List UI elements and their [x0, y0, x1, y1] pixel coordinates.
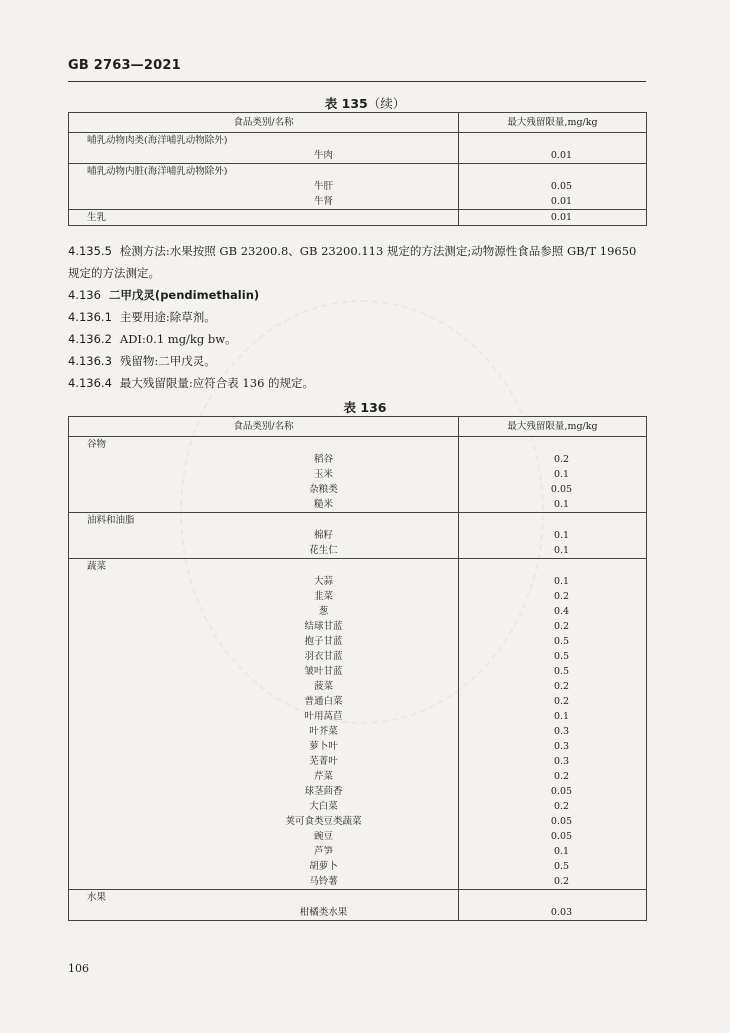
food-name: 花生仁	[309, 545, 338, 556]
clause-paragraph	[68, 350, 646, 372]
mrl-value: 0.5	[459, 859, 647, 874]
table-row	[69, 649, 647, 664]
clause-text: 最大残留限量:应符合表 136 的规定。	[119, 376, 315, 390]
standard-number: GB 2763—2021	[68, 58, 181, 73]
food-name: 叶用莴苣	[304, 711, 343, 722]
mrl-value: 0.1	[459, 543, 647, 559]
table-row	[69, 482, 647, 497]
clause-text: 残留物:二甲戊灵。	[119, 354, 216, 368]
mrl-value: 0.05	[459, 482, 647, 497]
category-row	[69, 133, 647, 149]
food-name: 牛肉	[313, 150, 333, 161]
mrl-value: 0.2	[459, 799, 647, 814]
category-row	[69, 210, 647, 226]
table-135	[68, 112, 647, 226]
table-row	[69, 829, 647, 844]
category-name: 哺乳动物肉类(海洋哺乳动物除外)	[87, 135, 228, 146]
mrl-value: 0.05	[459, 829, 647, 844]
table-row	[69, 799, 647, 814]
table-row	[69, 634, 647, 649]
mrl-value: 0.2	[459, 452, 647, 467]
food-name: 萝卜叶	[309, 741, 338, 752]
category-value	[459, 164, 647, 180]
table-row	[69, 694, 647, 709]
table-row	[69, 814, 647, 829]
table-row	[69, 709, 647, 724]
mrl-value: 0.5	[459, 649, 647, 664]
category-name: 蔬菜	[69, 559, 459, 575]
table-row	[69, 664, 647, 679]
mrl-value: 0.1	[459, 467, 647, 482]
food-name: 稻谷	[313, 454, 333, 465]
food-name: 芹菜	[313, 771, 333, 782]
clause-number: 4.136.1	[68, 310, 112, 324]
food-name: 豌豆	[313, 831, 333, 842]
food-name: 胡萝卜	[309, 861, 338, 872]
mrl-value: 0.03	[459, 905, 647, 921]
table-row	[69, 452, 647, 467]
table-row	[69, 467, 647, 482]
page-number: 106	[68, 962, 89, 975]
food-name: 叶芥菜	[309, 726, 338, 737]
table-row	[69, 574, 647, 589]
mrl-value: 0.3	[459, 724, 647, 739]
table-row	[69, 528, 647, 543]
food-name: 菠菜	[313, 681, 333, 692]
mrl-value: 0.1	[459, 709, 647, 724]
column-header-mrl: 最大残留限量,mg/kg	[459, 417, 647, 437]
category-value	[459, 513, 647, 529]
mrl-value: 0.05	[459, 814, 647, 829]
food-name: 荚可食类豆类蔬菜	[285, 816, 362, 827]
mrl-value: 0.3	[459, 754, 647, 769]
food-name: 牛肝	[313, 181, 333, 192]
mrl-value: 0.1	[459, 574, 647, 589]
food-name: 牛肾	[313, 196, 333, 207]
food-name: 玉米	[313, 469, 333, 480]
food-name: 普通白菜	[304, 696, 343, 707]
category-value	[459, 437, 647, 453]
table-row	[69, 679, 647, 694]
category-value	[459, 890, 647, 906]
category-value	[459, 133, 647, 149]
table-row	[69, 859, 647, 874]
food-name: 葱	[318, 606, 329, 617]
category-row	[69, 890, 647, 906]
mrl-value: 0.5	[459, 634, 647, 649]
table-row	[69, 497, 647, 513]
table-136	[68, 416, 647, 921]
category-row	[69, 513, 647, 529]
mrl-value: 0.3	[459, 739, 647, 754]
table-135-continued: （续）	[367, 96, 406, 111]
category-name: 水果	[69, 890, 459, 906]
mrl-value: 0.5	[459, 664, 647, 679]
column-header-food: 食品类别/名称	[69, 113, 459, 133]
clause-paragraph	[68, 306, 646, 328]
mrl-value: 0.05	[459, 179, 647, 194]
table-row	[69, 739, 647, 754]
clause-text: 检测方法:水果按照 GB 23200.8、GB 23200.113 规定的方法测定;动物源性食品参照 GB/T 19650 规定的方法测定。	[68, 244, 637, 280]
table-row	[69, 905, 647, 921]
table-row	[69, 769, 647, 784]
column-header-mrl: 最大残留限量,mg/kg	[459, 113, 647, 133]
table-row	[69, 844, 647, 859]
food-name: 糙米	[313, 499, 333, 510]
mrl-value: 0.2	[459, 679, 647, 694]
clause-number: 4.136	[68, 288, 101, 302]
food-name: 球茎茴香	[304, 786, 343, 797]
table-row	[69, 604, 647, 619]
food-name: 抱子甘蓝	[304, 636, 343, 647]
mrl-value: 0.1	[459, 528, 647, 543]
category-name: 油料和油脂	[69, 513, 459, 529]
table-row	[69, 619, 647, 634]
table-row	[69, 179, 647, 194]
mrl-value: 0.2	[459, 874, 647, 890]
food-name: 皱叶甘蓝	[304, 666, 343, 677]
clause-paragraph	[68, 372, 646, 394]
clause-text: ADI:0.1 mg/kg bw。	[119, 332, 237, 346]
table-row	[69, 589, 647, 604]
category-value: 0.01	[459, 210, 647, 226]
food-name: 马铃薯	[309, 876, 338, 887]
clause-number: 4.136.4	[68, 376, 112, 390]
food-name: 棉籽	[313, 530, 333, 541]
mrl-value: 0.2	[459, 694, 647, 709]
category-name: 谷物	[87, 439, 107, 450]
table-row	[69, 543, 647, 559]
table-row	[69, 724, 647, 739]
category-row	[69, 437, 647, 453]
food-name: 大白菜	[309, 801, 338, 812]
table-row	[69, 194, 647, 210]
food-name: 羽衣甘蓝	[304, 651, 343, 662]
food-name: 韭菜	[313, 591, 333, 602]
clause-paragraph	[68, 240, 646, 284]
clause-number: 4.136.3	[68, 354, 112, 368]
table-row	[69, 784, 647, 799]
food-name: 杂粮类	[309, 484, 338, 495]
table-136-caption: 表 136	[343, 400, 387, 415]
mrl-value: 0.01	[459, 148, 647, 164]
table-row	[69, 754, 647, 769]
mrl-value: 0.2	[459, 589, 647, 604]
clause-paragraph	[68, 328, 646, 350]
food-name: 大蒜	[313, 576, 333, 587]
food-name: 芜菁叶	[309, 756, 338, 767]
mrl-value: 0.1	[459, 497, 647, 513]
clause-number: 4.136.2	[68, 332, 112, 346]
food-name: 结球甘蓝	[304, 621, 343, 632]
category-name: 哺乳动物内脏(海洋哺乳动物除外)	[69, 164, 459, 180]
column-header-food: 食品类别/名称	[69, 417, 459, 437]
table-row	[69, 148, 647, 164]
category-name: 生乳	[69, 210, 459, 226]
mrl-value: 0.01	[459, 194, 647, 210]
mrl-value: 0.05	[459, 784, 647, 799]
category-row	[69, 559, 647, 575]
header-rule	[68, 81, 646, 82]
mrl-value: 0.2	[459, 619, 647, 634]
mrl-value: 0.2	[459, 769, 647, 784]
table-row	[69, 874, 647, 890]
food-name: 柑橘类水果	[299, 907, 348, 918]
category-value	[459, 559, 647, 575]
table-135-title: 表 135	[324, 96, 368, 111]
section-heading	[68, 284, 646, 306]
table-135-caption	[0, 94, 730, 112]
mrl-value: 0.4	[459, 604, 647, 619]
food-name: 芦笋	[313, 846, 333, 857]
category-row	[69, 164, 647, 180]
clause-text: 主要用途:除草剂。	[119, 310, 216, 324]
clause-text: 二甲戊灵(pendimethalin)	[108, 288, 260, 302]
clause-number: 4.135.5	[68, 244, 112, 258]
mrl-value: 0.1	[459, 844, 647, 859]
